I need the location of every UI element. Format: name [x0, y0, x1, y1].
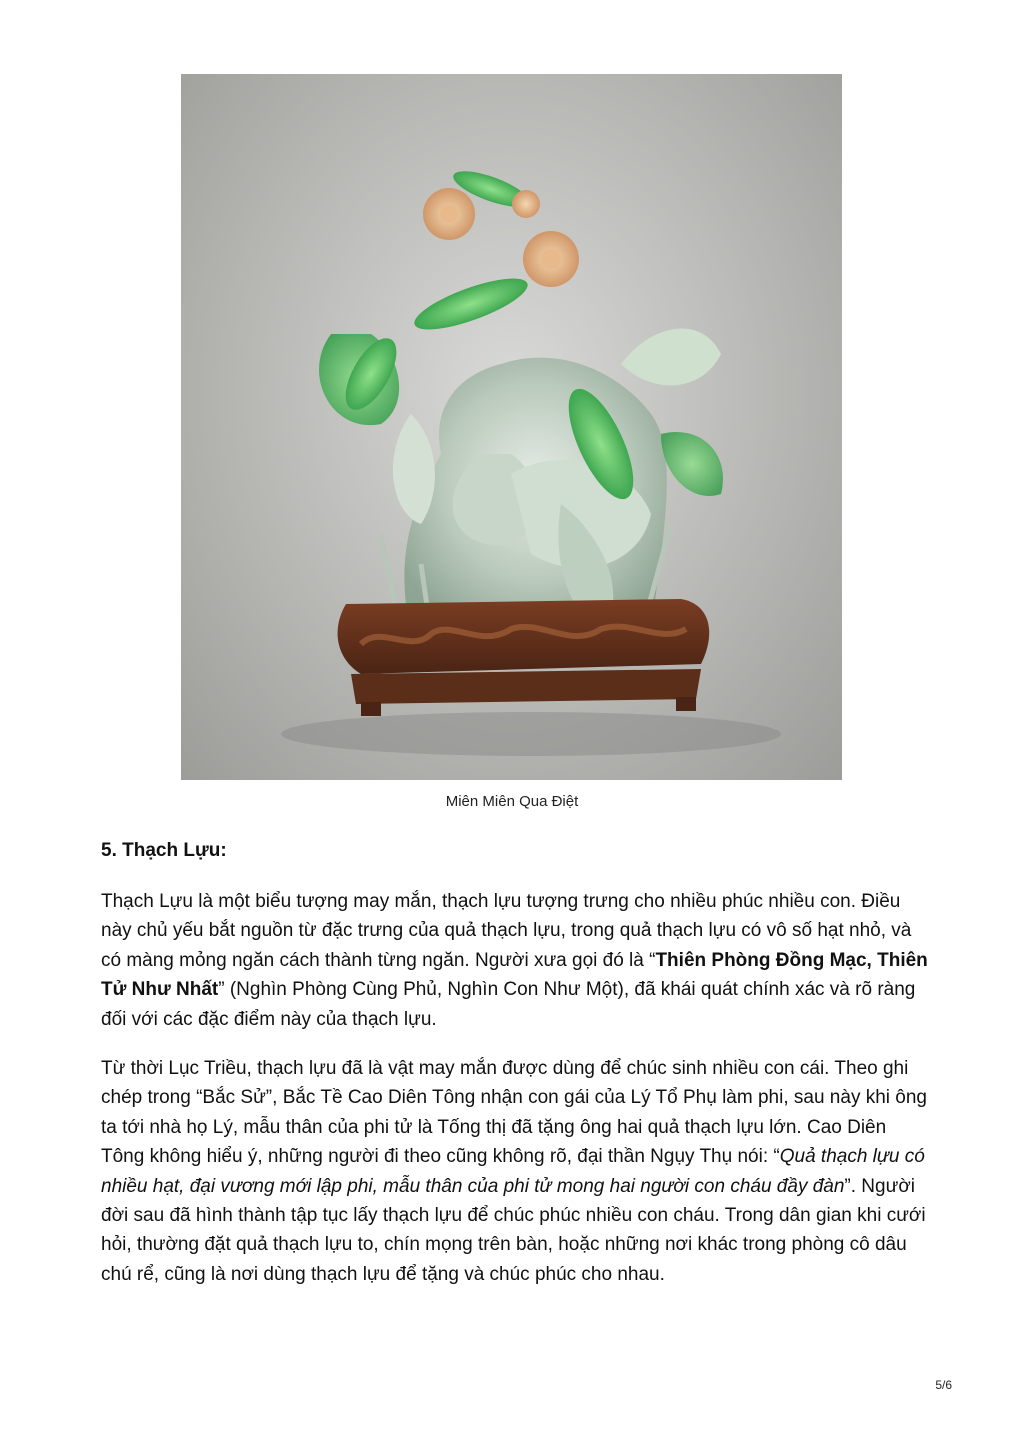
section-heading: 5. Thạch Lựu: — [101, 840, 227, 861]
paragraph-2 — [101, 1054, 931, 1289]
page-number: 5/6 — [935, 1378, 952, 1392]
jade-carving-illustration — [181, 74, 842, 780]
paragraph-2-text-b: ”. Người đời sau đã hình thành tập tục lấy thạch lựu để chúc phúc nhiều con cháu. Trong dân gian khi cưới hỏi, thường đặt quả thạch lựu to, chín mọng trên bàn, hoặc những nơi khác trong phòng cô dâu chú rể, cũng là nơi dùng thạch lựu để tặng và chúc phúc cho nhau. — [101, 1175, 926, 1285]
paragraph-1-bold-term: Thiên Phòng Đồng Mạc, Thiên Tử Như Nhất — [101, 949, 928, 1001]
paragraph-2-text-a: Từ thời Lục Triều, thạch lựu đã là vật may mắn được dùng để chúc sinh nhiều con cái. Theo ghi chép trong “Bắc Sử”, Bắc Tề Cao Diên Tông nhận con gái của Lý Tổ Phụ làm phi, sau này khi ông ta tới nhà họ Lý, mẫu thân của phi tử là Tống thị đã tặng ông hai quả thạch lựu lớn. Cao Diên Tông không hiểu ý, những người đi theo cũng không rõ, đại thần Ngụy Thụ nói: “ — [101, 1058, 927, 1168]
paragraph-1 — [101, 887, 931, 1034]
image-caption: Miên Miên Qua Điệt — [445, 793, 579, 810]
paragraph-1-text-a: Thạch Lựu là một biểu tượng may mắn, thạch lựu tượng trưng cho nhiều phúc nhiều con. Điều này chủ yếu bắt nguồn từ đặc trưng của quả thạch lựu, trong quả thạch lựu có vô số hạt nhỏ, và có màng mỏng ngăn cách thành từng ngăn. Người xưa gọi đó là “ — [101, 891, 912, 971]
paragraph-1-text-b: ” (Nghìn Phòng Cùng Phủ, Nghìn Con Như Một), đã khái quát chính xác và rõ ràng đối với các đặc điểm này của thạch lựu. — [101, 979, 916, 1030]
jade-carving-image — [181, 74, 842, 780]
paragraph-2-quote: Quả thạch lựu có nhiều hạt, đại vương mới lập phi, mẫu thân của phi tử mong hai người con cháu đầy đàn — [101, 1146, 925, 1197]
